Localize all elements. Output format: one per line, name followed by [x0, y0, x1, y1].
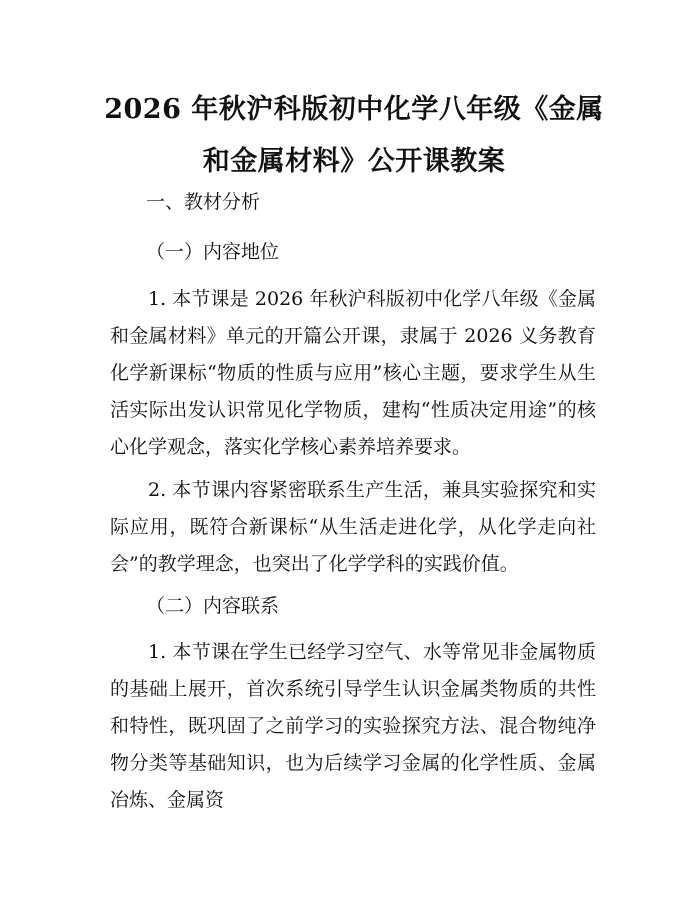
paragraph-content-connection-1: 1. 本节课在学生已经学习空气、水等常见非金属物质的基础上展开，首次系统引导学生认识金属类物质的共性和特性，既巩固了之前学习的实验探究方法、混合物纯净物分类等基础知识，也为后续学习金属的化学性质、金属冶炼、金属资: [110, 641, 596, 811]
paragraph-content-position-1: 1. 本节课是 2026 年秋沪科版初中化学八年级《金属和金属材料》单元的开篇公开课，隶属于 2026 义务教育化学新课标“物质的性质与应用”核心主题，要求学生从生活实际出发认识常见化学物质，建构“性质决定用途”的核心化学观念，落实化学核心素养培养要求。: [110, 288, 596, 458]
section-heading-teaching-material-analysis: 一、教材分析: [146, 191, 261, 213]
subsection-heading-content-position: （一）内容地位: [146, 241, 280, 263]
subsection-heading-content-connection: （二）内容联系: [146, 595, 280, 617]
document-title: 2026 年秋沪科版初中化学八年级《金属和金属材料》公开课教案: [104, 94, 604, 177]
paragraph-content-position-2: 2. 本节课内容紧密联系生产生活，兼具实验探究和实际应用，既符合新课标“从生活走进化学，从化学走向社会”的教学理念，也突出了化学学科的实践价值。: [110, 479, 596, 575]
